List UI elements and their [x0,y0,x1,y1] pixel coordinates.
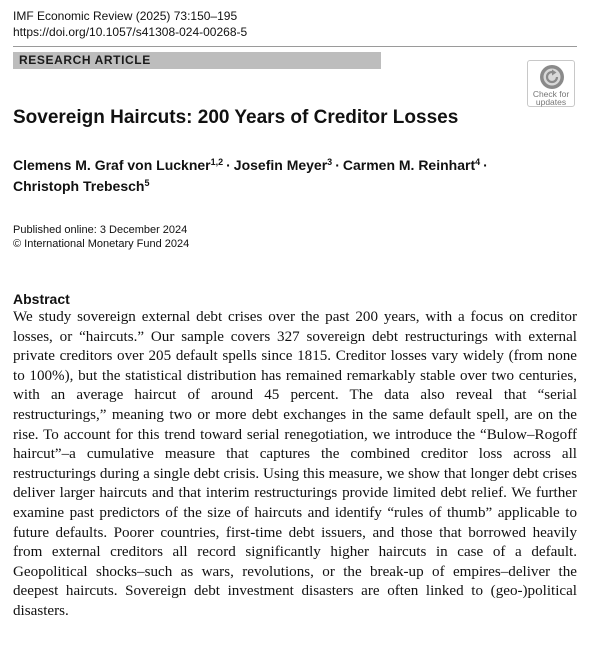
abstract-heading: Abstract [13,291,70,307]
article-type-label: RESEARCH ARTICLE [19,53,151,67]
published-date: Published online: 3 December 2024 [13,224,188,236]
author-4-affiliation: 5 [144,178,150,188]
header-rule [13,46,577,47]
journal-citation: IMF Economic Review (2025) 73:150–195 [13,9,238,23]
author-1[interactable]: Clemens M. Graf von Luckner$^{1,2}$ [13,157,224,173]
paper-title: Sovereign Haircuts: 200 Years of Creditor Losses [13,107,459,128]
article-type-banner [13,52,381,69]
doi-link[interactable]: https://doi.org/10.1057/s41308-024-00268-5 [13,25,248,39]
author-3-affiliation: 4 [475,157,481,167]
author-2-affiliation: 3 [327,157,333,167]
check-for-updates-line2: updates [535,97,567,107]
abstract-text: We study sovereign external debt crises over the past 200 years, with a focus on creditor losses, or “haircuts.” Our sample covers 327 sovereign debt restructurings with external private creditors over 205 default spells since 1815. Creditor losses vary widely (from none to 100%), but the statistical distribution has remained remarkably stable over two centuries, with an average haircut of around 45 percent. The data also reveal that “serial restructurings,” meaning two or more debt exchanges in the same default spell, are on the rise. To account for this trend toward serial renegotiation, we introduce the “Bulow–Rogoff haircut”–a cumulative measure that captures the combined creditor loss across all restructurings during a single debt crisis. Using this measure, we show that longer debt crises deliver larger haircuts and that interim restructurings provide limited debt relief. We further examine past predictors of the size of haircuts and identify “rules of thumb” applicable to future defaults. Poorer countries, first-time debt issuers, and those that borrowed heavily from external creditors all record significantly higher haircuts in case of a default. Geopolitical shocks–such as wars, revolutions, or the break-up of empires–deliver the deepest haircuts. Sovereign debt investment disasters are often linked to (geo-)political disasters. [13,309,577,619]
author-separator: · [226,157,231,173]
author-separator: · [335,157,340,173]
author-2[interactable]: Josefin Meyer$^3$ [233,157,333,173]
author-list [13,155,573,197]
author-3[interactable]: Carmen M. Reinhart$^4$ [342,157,481,173]
author-1-affiliation: 1,2 [210,157,224,167]
author-separator: · [483,157,488,173]
check-for-updates-icon [539,64,565,90]
copyright-notice: © International Monetary Fund 2024 [13,238,190,250]
author-4[interactable]: Christoph Trebesch$^5$ [13,178,150,194]
check-for-updates-button[interactable] [527,60,575,107]
check-for-updates-line1: Check for [532,89,570,99]
